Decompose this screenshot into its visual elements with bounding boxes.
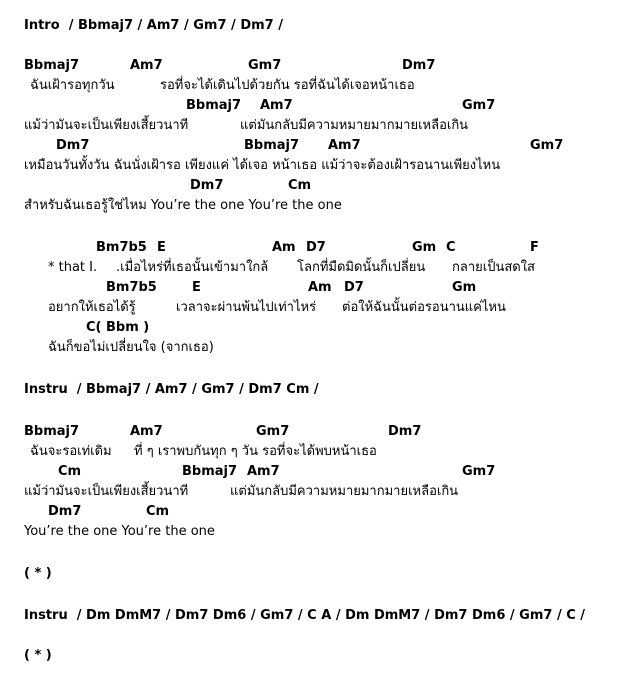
chord-label: D7 <box>306 240 326 255</box>
chord-label: Am7 <box>260 98 293 113</box>
lyric-line: รอที่จะได้เดินไปด้วยกัน รอที่ฉันได้เจอหน้าเธอ <box>160 78 415 93</box>
lyric-line: สำหรับฉันเธอรู้ใช่ไหม You’re the one You’re the one <box>24 198 342 213</box>
chord-label: Am7 <box>247 464 280 479</box>
chord-label: Bbmaj7 <box>24 58 80 73</box>
instru-section: Instru / Bbmaj7 / Am7 / Gm7 / Dm7 Cm / <box>24 382 319 397</box>
chord-label: Am <box>308 280 332 295</box>
chord-label: Gm7 <box>248 58 282 73</box>
chord-label: Dm7 <box>402 58 436 73</box>
chord-label: Gm <box>412 240 437 255</box>
chord-label: Cm <box>288 178 312 193</box>
chord-label: C <box>446 240 456 255</box>
chord-label: C( Bbm ) <box>86 320 150 335</box>
lyric-line: โลกที่มืดมิดนั้นก็เปลี่ยน <box>297 260 426 275</box>
lyric-line: เหมือนวันทั้งวัน ฉันนั่งเฝ้ารอ เพียงแค่ ได้เจอ หน้าเธอ แม้ว่าจะต้องเฝ้ารอนานเพียงไหน <box>24 158 501 173</box>
lyric-line: .เมื่อไหร่ที่เธอนั้นเข้ามาใกล้ <box>116 260 269 275</box>
chord-label: Dm7 <box>190 178 224 193</box>
lyric-line: You’re the one You’re the one <box>24 524 215 539</box>
chord-label: Gm <box>452 280 477 295</box>
instru-section: Instru / Dm DmM7 / Dm7 Dm6 / Gm7 / C A / Dm DmM7 / Dm7 Dm6 / Gm7 / C / <box>24 608 586 623</box>
lyric-line: * that I. <box>48 260 98 275</box>
lyric-line: อยากให้เธอได้รู้ <box>48 300 136 315</box>
lyric-line: ฉันก็ขอไม่เปลี่ยนใจ (จากเธอ) <box>48 340 214 355</box>
chord-label: Dm7 <box>388 424 422 439</box>
lyric-line: แต่มันกลับมีความหมายมากมายเหลือเกิน <box>240 118 469 133</box>
chord-label: Cm <box>146 504 170 519</box>
lyric-line: ต่อให้ฉันนั้นต่อรอนานแค่ไหน <box>342 300 506 315</box>
chord-label: Gm7 <box>530 138 564 153</box>
chord-label: Bm7b5 <box>106 280 157 295</box>
lyric-line: กลายเป็นสดใส <box>452 260 535 275</box>
chord-label: E <box>157 240 166 255</box>
chord-label: Am <box>272 240 296 255</box>
chord-label: F <box>530 240 539 255</box>
chord-label: Bbmaj7 <box>24 424 80 439</box>
repeat-marker: ( * ) <box>24 566 52 581</box>
chord-label: Dm7 <box>56 138 90 153</box>
chord-label: Gm7 <box>462 98 496 113</box>
repeat-marker: ( * ) <box>24 648 52 663</box>
chord-label: Bbmaj7 <box>182 464 238 479</box>
chord-label: Cm <box>58 464 82 479</box>
lyric-line: ที่ ๆ เราพบกันทุก ๆ วัน รอที่จะได้พบหน้าเธอ <box>134 444 377 459</box>
chord-label: Am7 <box>130 58 163 73</box>
lyric-line: แม้ว่ามันจะเป็นเพียงเสี้ยวนาที <box>24 118 189 133</box>
chord-label: E <box>192 280 201 295</box>
chord-label: Am7 <box>130 424 163 439</box>
lyric-line: ฉันเฝ้ารอทุกวัน <box>30 78 115 93</box>
chord-label: Am7 <box>328 138 361 153</box>
lyric-line: แต่มันกลับมีความหมายมากมายเหลือเกิน <box>230 484 459 499</box>
lyric-line: ฉันจะรอเท่เดิม <box>30 444 112 459</box>
chord-label: Gm7 <box>462 464 496 479</box>
chord-label: Gm7 <box>256 424 290 439</box>
lyric-line: เวลาจะผ่านพ้นไปเท่าไหร่ <box>176 300 317 315</box>
chord-label: Bbmaj7 <box>244 138 300 153</box>
chord-label: Bm7b5 <box>96 240 147 255</box>
chord-label: D7 <box>344 280 364 295</box>
chord-label: Bbmaj7 <box>186 98 242 113</box>
chord-label: Dm7 <box>48 504 82 519</box>
intro-section: Intro / Bbmaj7 / Am7 / Gm7 / Dm7 / <box>24 18 283 33</box>
lyric-line: แม้ว่ามันจะเป็นเพียงเสี้ยวนาที <box>24 484 189 499</box>
